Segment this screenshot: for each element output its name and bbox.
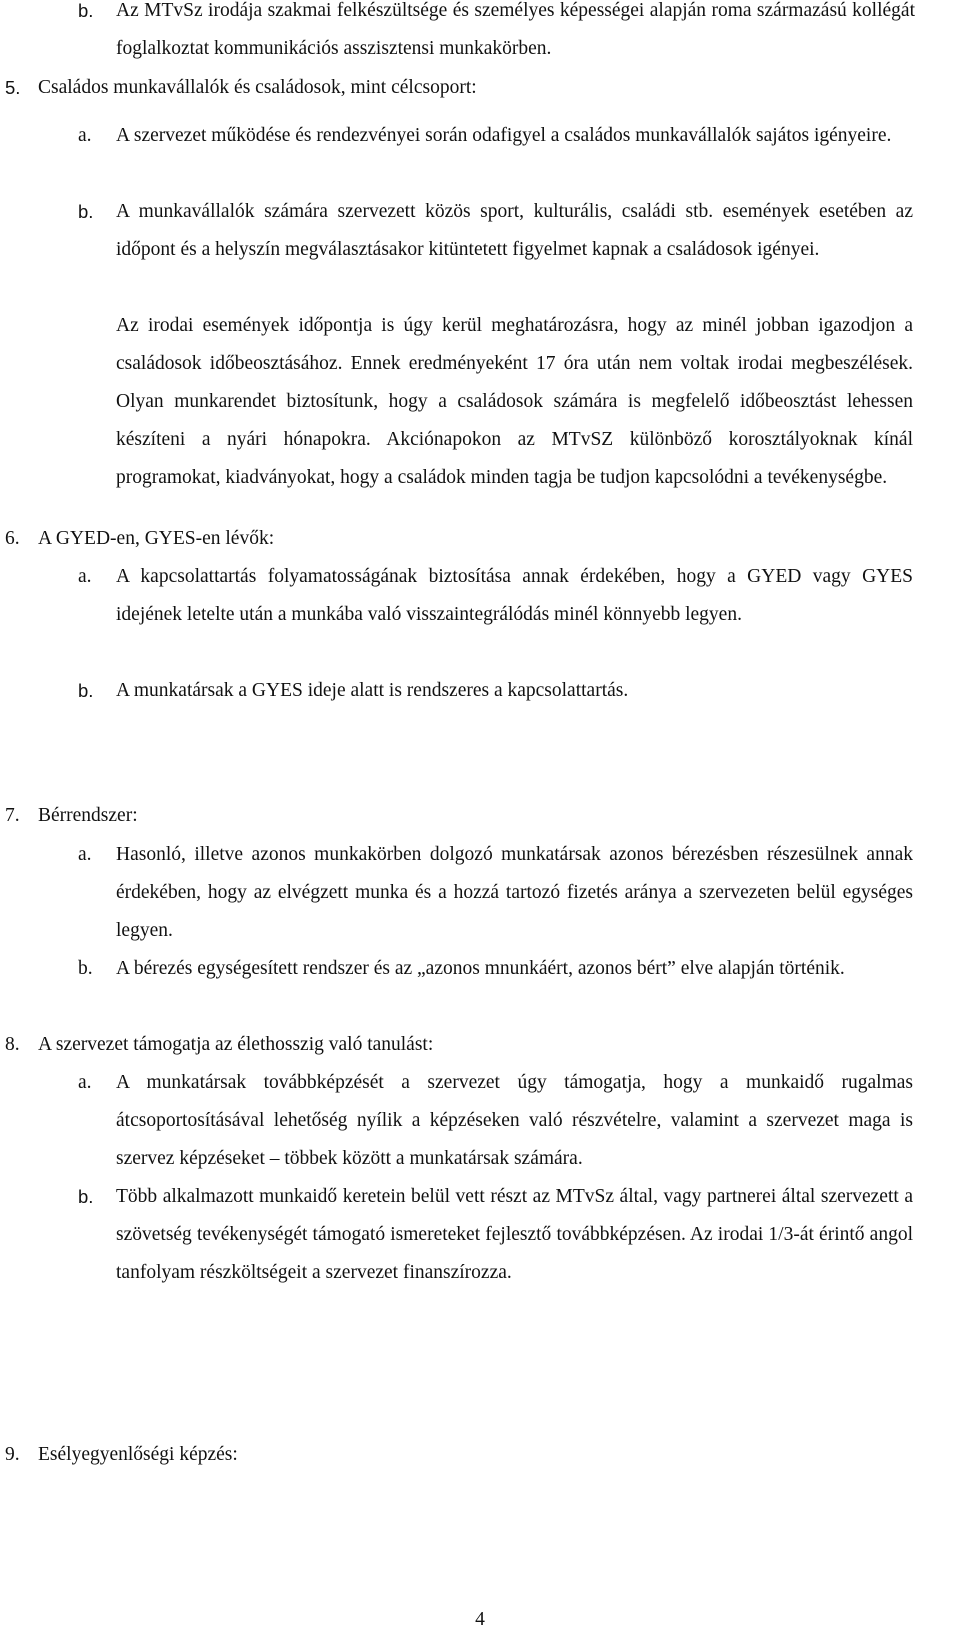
section-number: 8.	[5, 1034, 20, 1055]
list-marker: b.	[78, 1186, 94, 1207]
section-title: Családos munkavállalók és családosok, mint célcsoport:	[38, 77, 477, 98]
list-marker: b.	[78, 0, 94, 21]
list-item-text: Az MTvSz irodája szakmai felkészültsége és személyes képességei alapján roma származású kollégát foglalkoztat kommunikációs asszisztensi munkakörben.	[116, 0, 915, 59]
list-item-text: A bérezés egységesített rendszer és az „azonos mnunkáért, azonos bért” elve alapján történik.	[116, 958, 845, 979]
list-item-text: A szervezet működése és rendezvényei során odafigyel a családos munkavállalók sajátos igényeire.	[116, 125, 892, 146]
list-marker: a.	[78, 125, 92, 146]
section-number: 6.	[5, 528, 20, 549]
list-item-text: A munkavállalók számára szervezett közös sport, kulturális, családi stb. események esetében az időpont és a helyszín megválasztásakor kitüntetett figyelmet kapnak a családosok igényei.	[116, 201, 913, 260]
section-title: Esélyegyenlőségi képzés:	[38, 1444, 238, 1465]
list-marker: a.	[78, 566, 92, 587]
section-number: 5.	[5, 77, 21, 98]
section-title: A GYED-en, GYES-en lévők:	[38, 528, 275, 549]
section-title: Bérrendszer:	[38, 805, 138, 826]
list-item-text: A kapcsolattartás folyamatosságának biztosítása annak érdekében, hogy a GYED vagy GYES idejének letelte után a munkába való visszaintegrálódás minél könnyebb legyen.	[116, 566, 913, 625]
list-marker: b.	[78, 201, 94, 222]
paragraph-text: Az irodai események időpontja is úgy kerül meghatározásra, hogy az minél jobban igazodjon a családosok időbeosztásához. Ennek eredményeként 17 óra után nem voltak irodai megbeszélések. Olyan munkarendet biztosítunk, hogy a családosok számára is megfelelő időbeosztást lehessen készíteni a nyári hónapokra. Akciónapokon az MTvSZ különböző korosztályoknak kínál programokat, kiadványokat, hogy a családok minden tagja be tudjon kapcsolódni a tevékenységbe.	[116, 315, 913, 488]
list-marker: a.	[78, 844, 92, 865]
list-item-text: Több alkalmazott munkaidő keretein belül vett részt az MTvSz által, vagy partnerei által szervezett a szövetség tevékenységét támogató ismereteket fejlesztő továbbképzésen. Az irodai 1/3-át érintő angol tanfolyam részköltségeit a szervezet finanszírozza.	[116, 1186, 913, 1283]
list-marker: b.	[78, 958, 93, 979]
list-marker: b.	[78, 680, 94, 701]
list-item-text: A munkatársak a GYES ideje alatt is rendszeres a kapcsolattartás.	[116, 680, 629, 701]
section-title: A szervezet támogatja az élethosszig való tanulást:	[38, 1034, 434, 1055]
section-number: 9.	[5, 1444, 20, 1465]
list-item-text: Hasonló, illetve azonos munkakörben dolgozó munkatársak azonos bérezésben részesülnek annak érdekében, hogy az elvégzett munka és a hozzá tartozó fizetés aránya a szervezeten belül egységes legyen.	[116, 844, 913, 941]
page-number: 4	[475, 1609, 485, 1630]
list-marker: a.	[78, 1072, 92, 1093]
list-item-text: A munkatársak továbbképzését a szervezet úgy támogatja, hogy a munkaidő rugalmas átcsoportosításával lehetőség nyílik a képzéseken való részvételre, valamint a szervezet maga is szervez képzéseket – többek között a munkatársak számára.	[116, 1072, 913, 1169]
section-number: 7.	[5, 805, 20, 826]
